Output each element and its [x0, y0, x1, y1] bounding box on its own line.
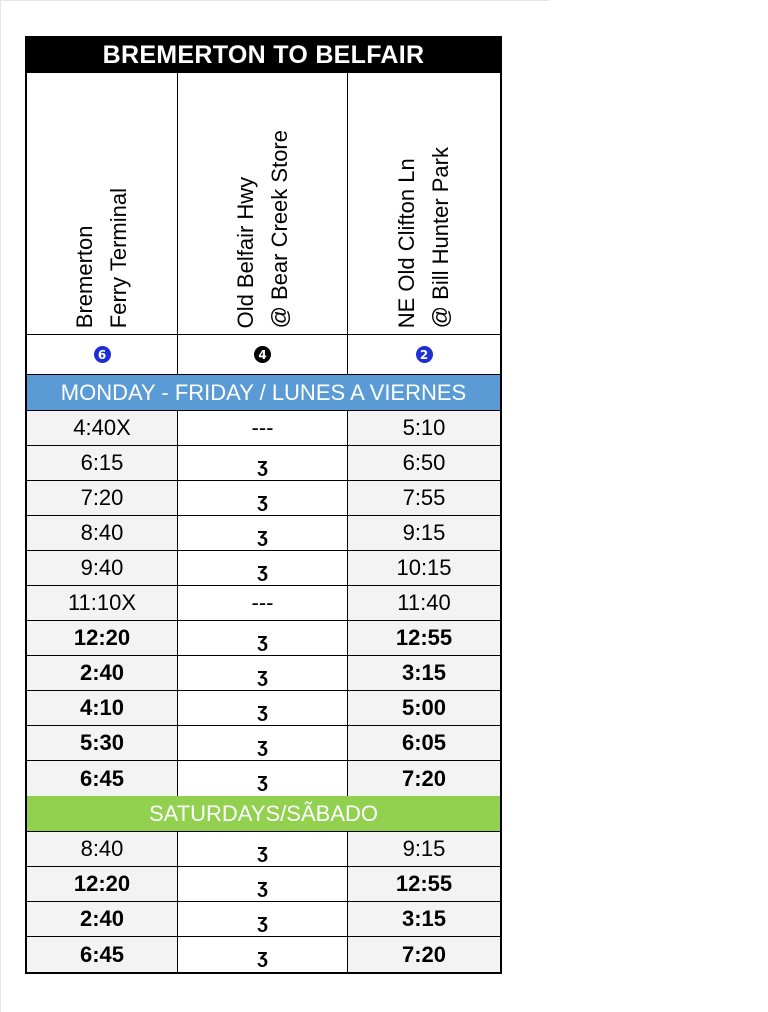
- time-cell: 12:55: [395, 625, 453, 650]
- saturday-times: [27, 832, 500, 972]
- time-cell: 6:05: [401, 730, 447, 755]
- weekday-times: [27, 411, 500, 796]
- table-row: [27, 867, 500, 902]
- time-cell: 8:40: [80, 520, 124, 545]
- timepoint-cell: ʒ: [257, 946, 268, 968]
- stop-number-badge: 6: [94, 346, 111, 363]
- schedule-table: [25, 36, 502, 974]
- stop-number-badge: 2: [416, 346, 433, 363]
- time-cell: 3:15: [401, 906, 447, 931]
- timepoint-cell: ʒ: [257, 875, 268, 898]
- timepoint-cell: ʒ: [257, 629, 268, 652]
- table-row: [27, 902, 500, 937]
- time-cell: 2:40: [79, 906, 125, 931]
- schedule-title: BREMERTON TO BELFAIR: [27, 38, 500, 73]
- time-cell: 7:20: [401, 941, 447, 967]
- time-cell: 5:30: [79, 730, 125, 755]
- stop-header-old-belfair: [178, 73, 348, 335]
- table-row: [27, 832, 500, 867]
- timepoint-cell: ʒ: [257, 840, 268, 863]
- table-row: [27, 411, 500, 446]
- time-cell: 7:20: [401, 765, 447, 791]
- timepoint-cell: ʒ: [257, 454, 268, 477]
- table-row: [27, 551, 500, 586]
- time-cell: 6:50: [402, 450, 446, 475]
- stop-header-bremerton: [27, 73, 178, 335]
- weekday-section-header: MONDAY - FRIDAY / LUNES A VIERNES: [27, 375, 500, 411]
- time-cell: 10:15: [396, 555, 452, 580]
- stop-name-line2: @ Bill Hunter Park: [428, 146, 453, 328]
- table-row: [27, 937, 500, 972]
- stop-name-line1: Old Belfair Hwy: [232, 176, 258, 328]
- page-edge-top: [0, 0, 549, 1]
- table-row: [27, 481, 500, 516]
- table-row: [27, 621, 500, 656]
- table-row: [27, 726, 500, 761]
- timepoint-cell: ʒ: [257, 524, 268, 547]
- time-cell: 8:40: [80, 836, 124, 861]
- stop-name-line2: @ Bear Creek Store: [266, 129, 292, 328]
- time-cell: 6:15: [80, 450, 124, 475]
- time-cell: 2:40: [79, 660, 125, 685]
- time-cell: 12:55: [395, 871, 453, 896]
- timepoint-cell: ʒ: [257, 559, 268, 582]
- time-cell: 12:20: [73, 625, 131, 650]
- stop-number-badge: 4: [254, 346, 271, 363]
- time-cell: 11:40: [397, 590, 451, 615]
- stop-name-line1: NE Old Clifton Ln: [394, 158, 419, 328]
- timepoint-cell: ʒ: [257, 770, 268, 792]
- time-cell: 7:20: [80, 485, 124, 510]
- time-cell: 5:10: [402, 415, 446, 440]
- timepoint-cell: ʒ: [257, 664, 268, 687]
- timepoint-cell: ʒ: [257, 910, 268, 933]
- page-edge-left: [0, 0, 1, 1012]
- saturday-section-header: SATURDAYS/SÃBADO: [27, 796, 500, 832]
- timepoint-cell: ʒ: [257, 734, 268, 757]
- stop-badge-row: [27, 335, 500, 375]
- time-cell: 9:15: [402, 836, 446, 861]
- time-cell: 7:55: [402, 485, 446, 510]
- stop-name-line2: Ferry Terminal: [106, 187, 131, 328]
- time-cell: 6:45: [79, 941, 125, 967]
- stop-name-line1: Bremerton: [72, 225, 97, 328]
- table-row: [27, 761, 500, 796]
- time-cell: 5:00: [401, 695, 447, 720]
- table-row: [27, 446, 500, 481]
- stop-header-ne-old-clifton: [348, 73, 500, 335]
- timepoint-cell: ʒ: [257, 699, 268, 722]
- stop-header-row: [27, 73, 500, 335]
- timepoint-cell: ʒ: [257, 489, 268, 512]
- timepoint-cell: ---: [251, 590, 274, 615]
- table-row: [27, 586, 500, 621]
- time-cell: 3:15: [401, 660, 447, 685]
- time-cell: 4:40X: [73, 415, 131, 440]
- table-row: [27, 516, 500, 551]
- time-cell: 4:10: [79, 695, 125, 720]
- time-cell: 6:45: [79, 765, 125, 791]
- time-cell: 9:15: [402, 520, 446, 545]
- table-row: [27, 691, 500, 726]
- time-cell: 11:10X: [67, 590, 137, 615]
- time-cell: 9:40: [80, 555, 124, 580]
- time-cell: 12:20: [73, 871, 131, 896]
- timepoint-cell: ---: [251, 415, 274, 440]
- table-row: [27, 656, 500, 691]
